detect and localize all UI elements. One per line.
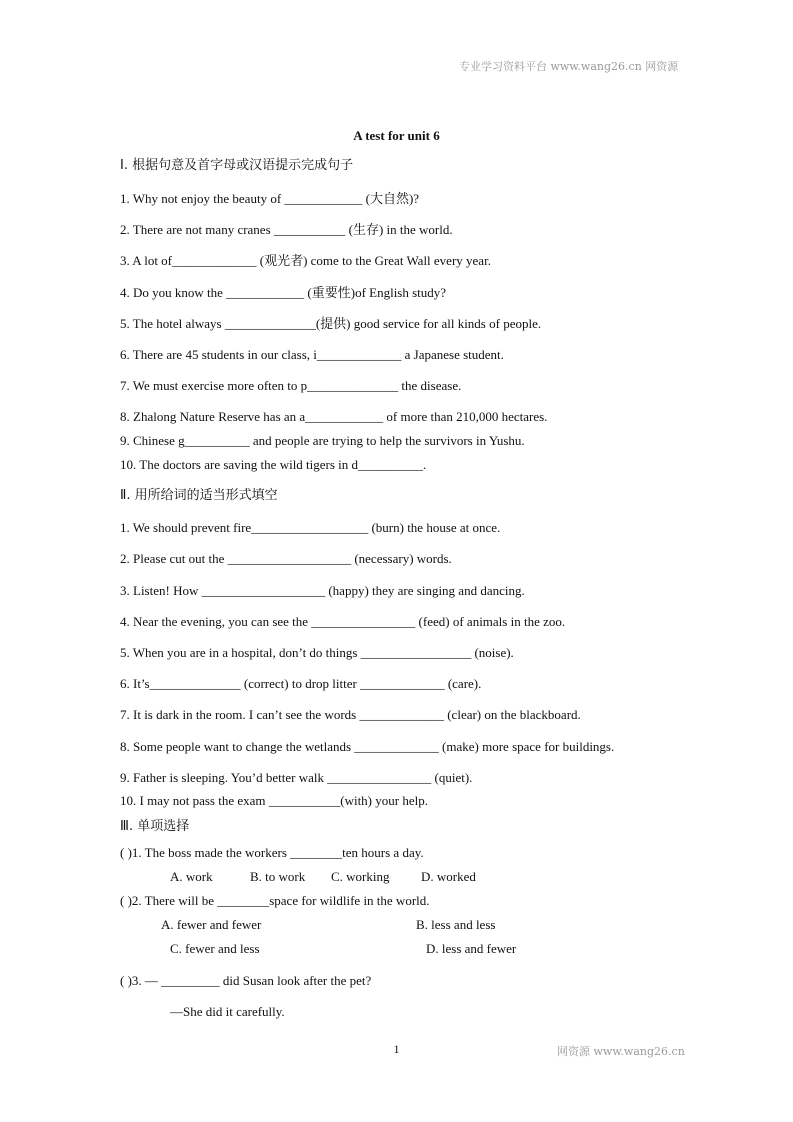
section2-heading: Ⅱ. 用所给词的适当形式填空 — [120, 488, 278, 503]
question-2-stem: ( )2. There will be ________space for wildlife in the world. — [120, 893, 430, 908]
section2-item-9: 9. Father is sleeping. You’d better walk ________________ (quiet). — [120, 770, 473, 785]
section2-item-1: 1. We should prevent fire__________________ (burn) the house at once. — [120, 520, 501, 535]
section2-item-4: 4. Near the evening, you can see the ________________ (feed) of animals in the zoo. — [120, 614, 566, 629]
question-2-option-d: D. less and fewer — [426, 941, 517, 956]
page-number: 1 — [393, 1042, 400, 1056]
section1-item-8: 8. Zhalong Nature Reserve has an a____________ of more than 210,000 hectares. — [120, 409, 548, 424]
section2-item-3: 3. Listen! How ___________________ (happy) they are singing and dancing. — [120, 583, 525, 598]
page-header-watermark: 专业学习资料平台 www.wang26.cn 网资源 — [459, 60, 679, 73]
question-1-option-b: B. to work — [250, 869, 306, 884]
section2-item-8: 8. Some people want to change the wetlands _____________ (make) more space for buildings. — [120, 739, 615, 754]
section3-heading: Ⅲ. 单项选择 — [120, 819, 190, 834]
section1-item-7: 7. We must exercise more often to p______________ the disease. — [120, 378, 462, 393]
section2-item-7: 7. It is dark in the room. I can’t see the words _____________ (clear) on the blackboard. — [120, 707, 581, 722]
question-3-stem: ( )3. — _________ did Susan look after the pet? — [120, 973, 372, 988]
section2-item-5: 5. When you are in a hospital, don’t do things _________________ (noise). — [120, 645, 514, 660]
section1-item-10: 10. The doctors are saving the wild tigers in d__________. — [120, 457, 427, 472]
section1-item-4: 4. Do you know the ____________ (重要性)of English study? — [120, 285, 447, 300]
section1-item-3: 3. A lot of_____________ (观光者) come to the Great Wall every year. — [120, 253, 491, 268]
question-1-option-a: A. work — [170, 869, 213, 884]
section1-heading: Ⅰ. 根据句意及首字母或汉语提示完成句子 — [120, 158, 354, 173]
section1-item-6: 6. There are 45 students in our class, i_____________ a Japanese student. — [120, 347, 504, 362]
question-2-option-a: A. fewer and fewer — [161, 917, 262, 932]
section2-item-6: 6. It’s______________ (correct) to drop litter _____________ (care). — [120, 676, 482, 691]
section2-item-2: 2. Please cut out the ___________________ (necessary) words. — [120, 551, 452, 566]
footer-watermark: 网资源 www.wang26.cn — [557, 1045, 685, 1058]
question-2-option-b: B. less and less — [416, 917, 496, 932]
document-title: A test for unit 6 — [353, 128, 440, 143]
question-2-option-c: C. fewer and less — [170, 941, 260, 956]
section1-item-1: 1. Why not enjoy the beauty of ____________ (大自然)? — [120, 191, 420, 206]
section1-item-2: 2. There are not many cranes ___________ (生存) in the world. — [120, 222, 453, 237]
question-1-stem: ( )1. The boss made the workers ________ten hours a day. — [120, 845, 424, 860]
section1-item-9: 9. Chinese g__________ and people are trying to help the survivors in Yushu. — [120, 433, 525, 448]
question-3-answer: —She did it carefully. — [170, 1004, 285, 1019]
question-1-option-c: C. working — [331, 869, 390, 884]
question-1-option-d: D. worked — [421, 869, 476, 884]
section1-item-5: 5. The hotel always ______________(提供) good service for all kinds of people. — [120, 316, 542, 331]
section2-item-10: 10. I may not pass the exam ___________(with) your help. — [120, 793, 428, 808]
